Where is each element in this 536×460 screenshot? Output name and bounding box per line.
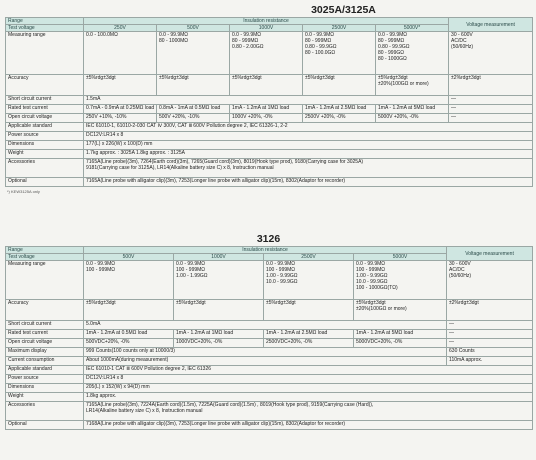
- table-cell: 30 - 600V AC/DC (50/60Hz): [449, 32, 533, 75]
- row-label: Accessories: [6, 402, 84, 421]
- table-cell: 0.7mA - 0.9mA at 0.25MΩ load: [84, 105, 157, 114]
- row-label: Rated test current: [6, 330, 84, 339]
- table-cell: ±5%rdg±3dgt: [174, 300, 264, 321]
- table-cell: —: [449, 96, 533, 105]
- spec-table: [5, 17, 533, 187]
- row-label: Weight: [6, 150, 84, 159]
- table-cell: ±5%rdg±3dgt: [157, 75, 230, 96]
- table-cell: 5000V +20%, -0%: [376, 114, 449, 123]
- table-cell: 1.5mA: [84, 96, 449, 105]
- table-cell: 1mA - 1.2mA at 5MΩ load: [354, 330, 447, 339]
- table-row: [6, 384, 533, 393]
- table-cell: ±5%rdg±3dgt ±20%(100GΩ or more): [376, 75, 449, 96]
- table-cell: 0.0 - 99.9MΩ 100 - 999MΩ 1.00 - 9.99GΩ 10.0 - 99.9GΩ: [264, 261, 354, 300]
- row-label: Range: [6, 247, 84, 254]
- table-cell: 2500V: [303, 25, 376, 32]
- table-cell: 5000V*: [376, 25, 449, 32]
- table-cell: 500VDC+20%, -0%: [84, 339, 174, 348]
- row-label: Power source: [6, 375, 84, 384]
- table-cell: 1mA - 1.2mA at 2.5MΩ load: [303, 105, 376, 114]
- table-cell: 2500VDC+20%, -0%: [264, 339, 354, 348]
- table-row: [6, 375, 533, 384]
- table-cell: 0.8mA - 1mA at 0.5MΩ load: [157, 105, 230, 114]
- table-cell: 5.0mA: [84, 321, 447, 330]
- table-cell: About 1000mA(during measurement): [84, 357, 447, 366]
- spec-table: [5, 246, 533, 430]
- table-row: [6, 321, 533, 330]
- table-row: [6, 421, 533, 430]
- row-label: Test voltage: [6, 254, 84, 261]
- table-cell: 7165A(Line probe)(3m), 7264(Earth cord)(3m), 7265(Guard cord)(3m), 8019(Hook type prod), 9180(Carrying case for 3025A) 9181(Carrying case for 3125A), LR14(Alkaline battery size C) x 8, Instruction manual: [84, 159, 533, 178]
- spec-section-3025a-3125a: [5, 4, 532, 196]
- table-cell: 0.0 - 99.9MΩ 100 - 999MΩ: [84, 261, 174, 300]
- table-row: [6, 261, 533, 300]
- table-cell: 2500V +20%, -0%: [303, 114, 376, 123]
- table-row: [6, 330, 533, 339]
- table-cell: —: [447, 321, 533, 330]
- table-cell: 500V: [84, 254, 174, 261]
- row-label: Range: [6, 18, 84, 25]
- table-row: [6, 393, 533, 402]
- table-row: [6, 18, 533, 25]
- row-label: Measuring range: [6, 32, 84, 75]
- table-cell: 205(L) x 152(W) x 94(D) mm: [84, 384, 533, 393]
- row-label: Optional: [6, 178, 84, 187]
- row-label: Dimensions: [6, 141, 84, 150]
- footnote: *) KEW3125A only: [7, 189, 40, 194]
- table-cell: 5000VDC+20%, -0%: [354, 339, 447, 348]
- table-row: [6, 357, 533, 366]
- section-title: 3126: [256, 233, 281, 245]
- table-row: [6, 247, 533, 254]
- table-cell: —: [449, 105, 533, 114]
- table-row: [6, 178, 533, 187]
- table-cell: —: [447, 339, 533, 348]
- table-cell: 1mA - 1.2mA at 5MΩ load: [376, 105, 449, 114]
- row-label: Optional: [6, 421, 84, 430]
- table-row: [6, 32, 533, 75]
- table-cell: ±5%rdg±3dgt: [84, 75, 157, 96]
- table-row: [6, 348, 533, 357]
- row-label: Test voltage: [6, 25, 84, 32]
- table-cell: 0.0 - 99.9MΩ 80 - 1000MΩ: [157, 32, 230, 75]
- table-cell: 1mA - 1.2mA at 1MΩ load: [230, 105, 303, 114]
- spec-section-3126: [5, 233, 532, 430]
- table-cell: 1000V: [174, 254, 264, 261]
- row-label: Short circuit current: [6, 321, 84, 330]
- table-cell: 500V +20%, -10%: [157, 114, 230, 123]
- table-row: [6, 96, 533, 105]
- voltage-header: Voltage measurement: [447, 247, 533, 261]
- table-row: [6, 132, 533, 141]
- table-cell: 1mA - 1.2mA at 0.5MΩ load: [84, 330, 174, 339]
- row-label: Accessories: [6, 159, 84, 178]
- table-cell: ±2%rdg±3dgt: [447, 300, 533, 321]
- row-label: Applicable standard: [6, 366, 84, 375]
- table-cell: 1.8kg approx.: [84, 393, 533, 402]
- table-cell: —: [449, 114, 533, 123]
- table-row: [6, 75, 533, 96]
- table-cell: 500V: [157, 25, 230, 32]
- table-cell: ±5%rdg±3dgt: [84, 300, 174, 321]
- row-label: Accuracy: [6, 300, 84, 321]
- table-row: [6, 159, 533, 178]
- table-cell: 7165A(Line probe with alligator clip)(3m), 7253(Longer line probe with alligator clip)(15m), 8302(Adaptor for recorder): [84, 178, 533, 187]
- table-cell: 1mA - 1.2mA at 2.5MΩ load: [264, 330, 354, 339]
- table-cell: 1.7kg approx. : 3025A 1.8kg approx. : 3125A: [84, 150, 533, 159]
- table-cell: 177(L) x 226(W) x 100(D) mm: [84, 141, 533, 150]
- table-row: [6, 150, 533, 159]
- voltage-header: Voltage measurement: [449, 18, 533, 32]
- row-label: Power source: [6, 132, 84, 141]
- row-label: Rated test current: [6, 105, 84, 114]
- table-row: [6, 141, 533, 150]
- row-label: Short circuit current: [6, 96, 84, 105]
- table-row: [6, 123, 533, 132]
- table-row: [6, 402, 533, 421]
- table-row: [6, 339, 533, 348]
- table-cell: 1000V: [230, 25, 303, 32]
- table-cell: 0.0 - 99.9MΩ 80 - 999MΩ 0.80 - 99.9GΩ 80 - 999GΩ 80 - 1000GΩ: [376, 32, 449, 75]
- row-label: Maximum display: [6, 348, 84, 357]
- table-cell: 250V +10%, -10%: [84, 114, 157, 123]
- row-label: Current consumption: [6, 357, 84, 366]
- table-row: [6, 105, 533, 114]
- table-row: [6, 366, 533, 375]
- insulation-header: Insulation resistance: [84, 18, 449, 25]
- table-cell: ±5%rdg±3dgt: [264, 300, 354, 321]
- table-cell: 0.0 - 99.9MΩ 80 - 999MΩ 0.80 - 99.9GΩ 80 - 100.0GΩ: [303, 32, 376, 75]
- table-cell: 110mA approx.: [447, 357, 533, 366]
- table-cell: ±2%rdg±3dgt: [449, 75, 533, 96]
- table-cell: ±5%rdg±3dgt ±20%(100GΩ or more): [354, 300, 447, 321]
- row-label: Open circuit voltage: [6, 339, 84, 348]
- table-row: [6, 114, 533, 123]
- table-cell: 0.0 - 99.9MΩ 100 - 999MΩ 1.00 - 9.99GΩ 10.0 - 99.9GΩ 100 - 1000GΩ(TΩ): [354, 261, 447, 300]
- table-cell: 7168A(Line probe with alligator clip)(3m), 7253(Longer line probe with alligator clip)(15m), 8302(Adaptor for recorder): [84, 421, 533, 430]
- table-cell: 999 Counts(100 counts only at 10000/3): [84, 348, 447, 357]
- table-cell: ±5%rdg±3dgt: [303, 75, 376, 96]
- table-cell: 1000V +20%, -0%: [230, 114, 303, 123]
- table-cell: 0.0 - 99.9MΩ 80 - 999MΩ 0.80 - 2.00GΩ: [230, 32, 303, 75]
- table-cell: DC12V:LR14 x 8: [84, 375, 533, 384]
- section-title: 3025A/3125A: [311, 4, 376, 16]
- table-row: [6, 300, 533, 321]
- table-cell: IEC 61010-1, 61010-2-030 CAT Ⅳ 300V, CAT Ⅲ 600V Pollution degree 2, IEC 61326-1, 2-2: [84, 123, 533, 132]
- insulation-header: Insulation resistance: [84, 247, 447, 254]
- row-label: Measuring range: [6, 261, 84, 300]
- table-cell: 0.0 - 99.9MΩ 100 - 999MΩ 1.00 - 1.99GΩ: [174, 261, 264, 300]
- table-cell: 1mA - 1.2mA at 1MΩ load: [174, 330, 264, 339]
- row-label: Weight: [6, 393, 84, 402]
- table-cell: 630 Counts: [447, 348, 533, 357]
- table-cell: 250V: [84, 25, 157, 32]
- row-label: Open circuit voltage: [6, 114, 84, 123]
- table-cell: 1000VDC+20%, -0%: [174, 339, 264, 348]
- table-cell: 2500V: [264, 254, 354, 261]
- table-cell: 7165A(Line probe)(3m), 7224A(Earth cord)(1.5m), 7225A(Guard cord)(1.5m) , 8019(Hook type prod), 9159(Carrying case (Hard)), LR14(Alkaline battery size C) x 8, Instruction manual: [84, 402, 533, 421]
- table-cell: IEC 61010-1 CAT Ⅲ 600V Pollution degree 2, IEC 61326: [84, 366, 533, 375]
- table-cell: 30 - 600V AC/DC (50/60Hz): [447, 261, 533, 300]
- table-cell: ±5%rdg±3dgt: [230, 75, 303, 96]
- table-cell: 0.0 - 100.0MΩ: [84, 32, 157, 75]
- row-label: Accuracy: [6, 75, 84, 96]
- table-cell: 5000V: [354, 254, 447, 261]
- row-label: Dimensions: [6, 384, 84, 393]
- table-cell: —: [447, 330, 533, 339]
- table-cell: DC12V:LR14 x 8: [84, 132, 533, 141]
- row-label: Applicable standard: [6, 123, 84, 132]
